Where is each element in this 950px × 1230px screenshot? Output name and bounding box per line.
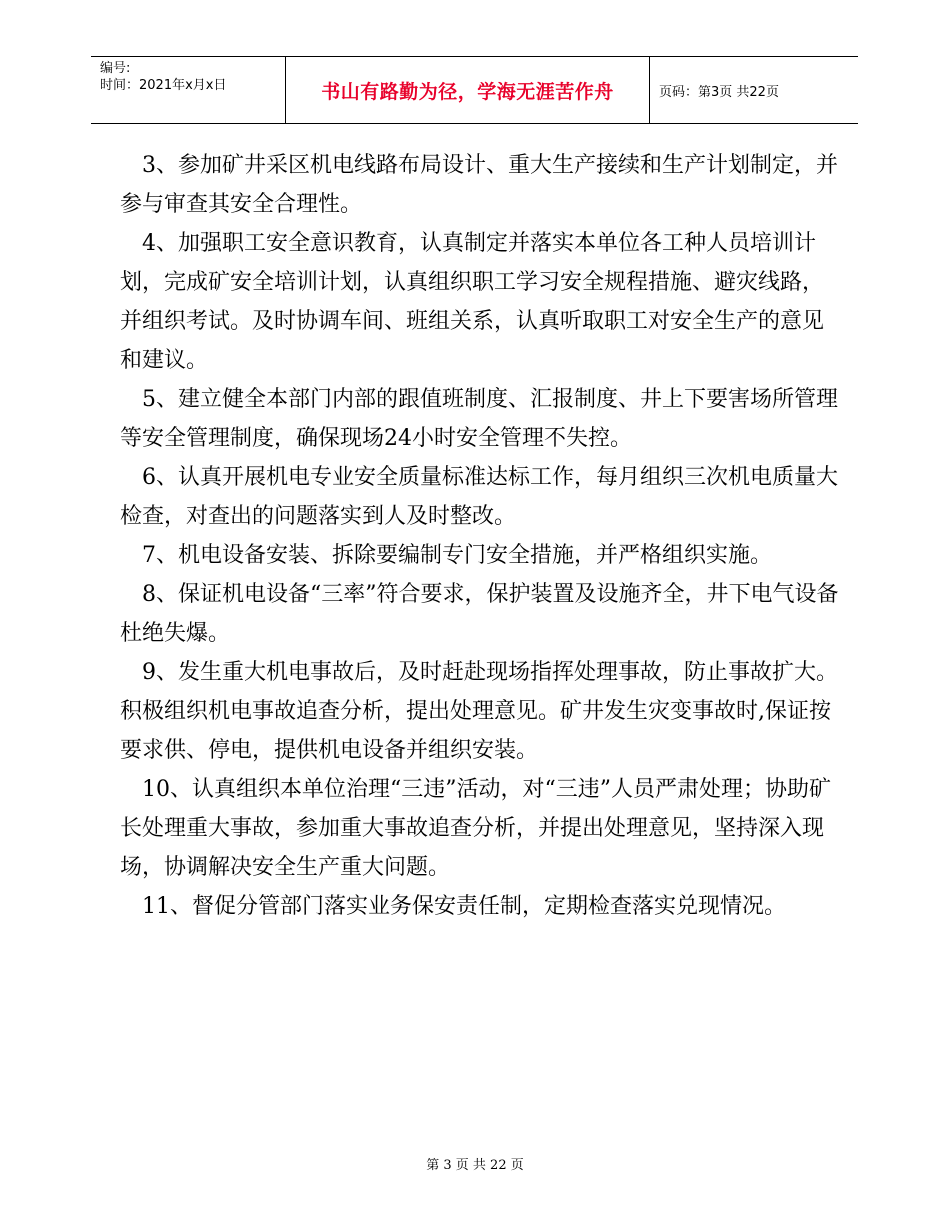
page-footer: 第 3 页 共 22 页 [426,1158,524,1173]
paragraph-5: 5、建立健全本部门内部的跟值班制度、汇报制度、井上下要害场所管理等安全管理制度，确保现场24小时安全管理不失控。 [120,387,838,451]
paragraph-7: 7、机电设备安装、拆除要编制专门安全措施，并严格组织实施。 [142,543,772,568]
paragraph-4: 4、加强职工安全意识教育，认真制定并落实本单位各工种人员培训计划，完成矿安全培训计划，认真组织职工学习安全规程措施、避灾线路，并组织考试。及时协调车间、班组关系，认真听取职工对安全生产的意见和建议。 [120,231,825,373]
header-page-info: 页码：第3页 共22页 [659,84,779,100]
paragraph-10: 10、认真组织本单位治理“三违”活动，对“三违”人员严肃处理；协助矿长处理重大事故，参加重大事故追查分析，并提出处理意见，坚持深入现场，协调解决安全生产重大问题。 [120,777,831,880]
document-body [120,146,840,926]
paragraph-11: 11、督促分管部门落实业务保安责任制，定期检查落实兑现情况。 [142,894,786,919]
document-number-label: 编号: [100,61,131,76]
paragraph-9: 9、发生重大机电事故后，及时赶赴现场指挥处理事故，防止事故扩大。积极组织机电事故追查分析，提出处理意见。矿井发生灾变事故时,保证按要求供、停电，提供机电设备并组织安装。 [120,660,838,763]
paragraph-6: 6、认真开展机电专业安全质量标准达标工作，每月组织三次机电质量大检查，对查出的问题落实到人及时整改。 [120,465,838,529]
header-motto: 书山有路勤为径，学海无涯苦作舟 [286,57,650,123]
paragraph-8: 8、保证机电设备“三率”符合要求，保护装置及设施齐全，井下电气设备杜绝失爆。 [120,582,839,646]
page-header [91,56,858,124]
document-time: 时间：2021年x月x日 [100,78,227,93]
header-meta [91,57,286,123]
paragraph-3: 3、参加矿井采区机电线路布局设计、重大生产接续和生产计划制定，并参与审查其安全合理性。 [120,153,838,217]
